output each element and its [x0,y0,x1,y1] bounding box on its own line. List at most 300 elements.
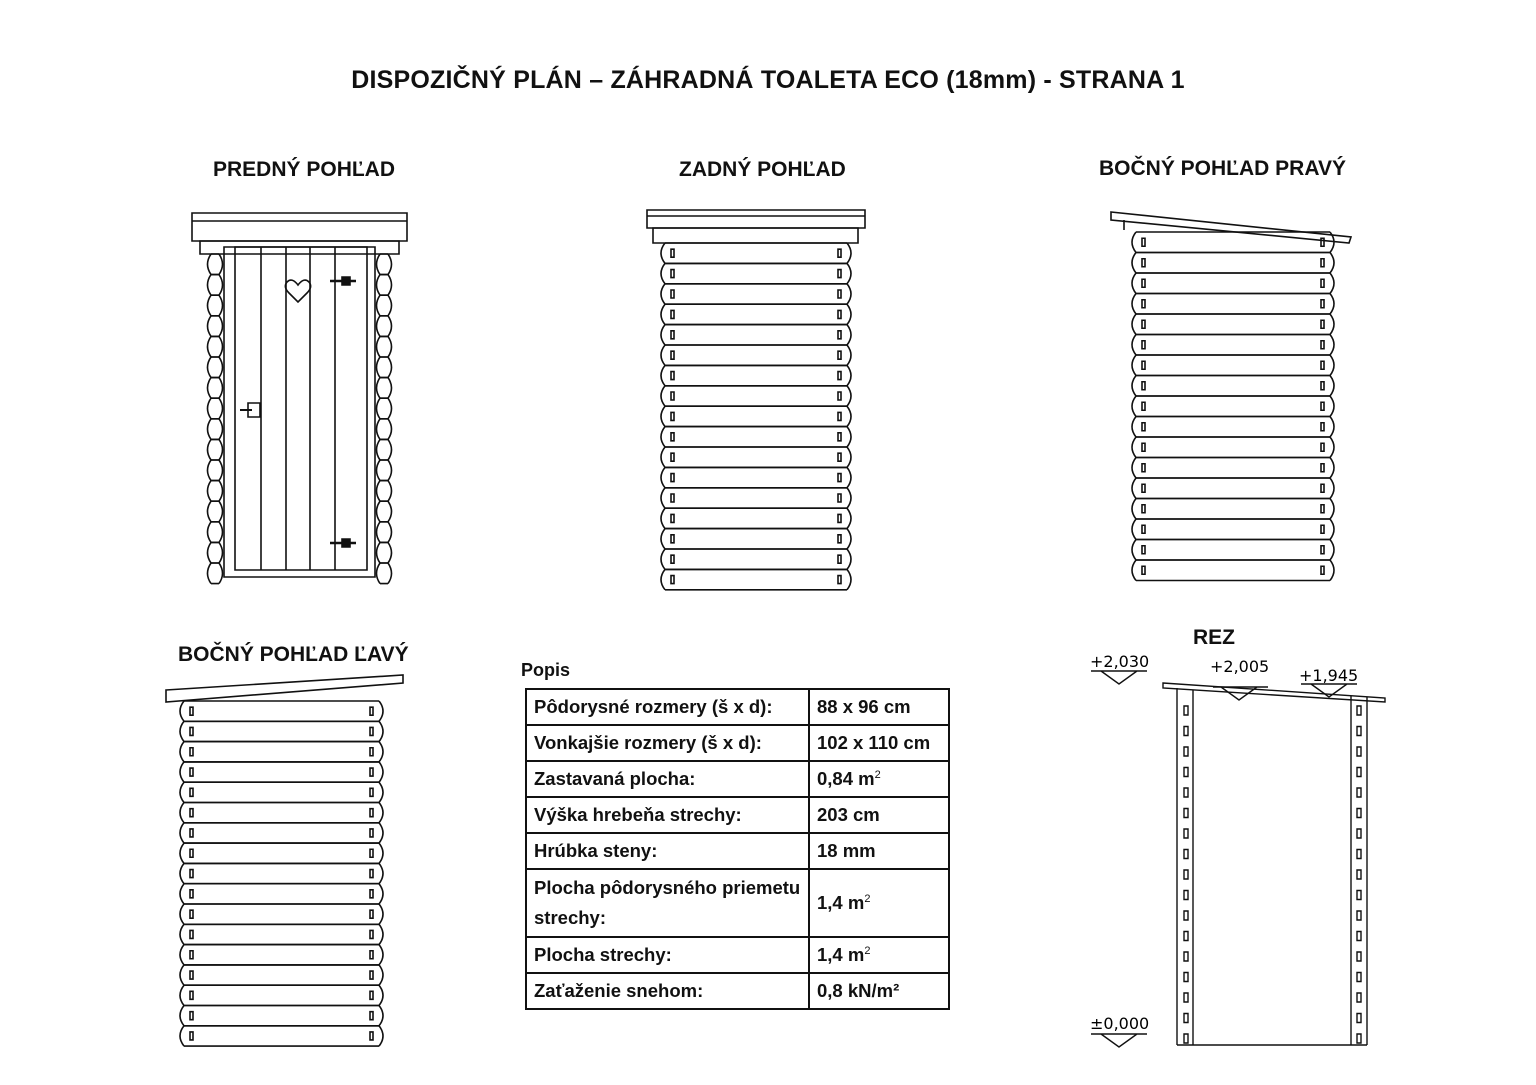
log-plank [1136,273,1330,294]
log-plank [380,501,388,522]
log-notch [838,351,841,359]
level-label-2005: +2,005 [1210,657,1270,676]
log-notch [1142,238,1145,246]
log-end [661,325,665,345]
log-notch [370,849,373,857]
log-plank [665,243,847,263]
log-end [219,439,223,460]
log-end [379,701,383,721]
log-end [377,460,381,481]
log-notch [370,930,373,938]
log-end [1330,478,1334,499]
log-notch [190,951,193,959]
log-notch [671,474,674,482]
log-end [379,904,383,924]
log-notch [190,890,193,898]
log-end [379,1006,383,1026]
log-notch [370,829,373,837]
log-end [1132,232,1136,253]
log-plank [211,522,219,543]
log-notch [190,748,193,756]
log-end [208,275,212,296]
log-end [208,316,212,337]
log-plank [1136,232,1330,253]
log-notch [838,310,841,318]
log-end [219,522,223,543]
spec-row [526,833,949,869]
log-notch [1142,320,1145,328]
wall-stud [1357,973,1361,982]
log-end [379,762,383,782]
roof-slope [166,675,403,702]
log-end [219,481,223,502]
log-end [377,316,381,337]
log-plank [1136,499,1330,520]
log-end [388,439,392,460]
wall-stud [1357,747,1361,756]
log-plank [211,439,219,460]
log-plank [1136,560,1330,581]
log-end [377,481,381,502]
log-notch [370,951,373,959]
wall-stud [1357,809,1361,818]
log-end [208,439,212,460]
back-view-drawing [645,207,870,589]
log-notch [671,290,674,298]
log-plank [380,563,388,584]
log-notch [190,849,193,857]
log-notch [370,1032,373,1040]
log-plank [184,742,379,762]
log-plank [1136,314,1330,335]
log-notch [838,290,841,298]
wall-stud [1357,829,1361,838]
right-side-view-drawing [1108,210,1358,592]
log-end [379,863,383,883]
log-plank [184,1026,379,1046]
log-end [1330,396,1334,417]
log-plank [184,863,379,883]
log-end [1330,540,1334,561]
log-end [180,701,184,721]
log-end [208,378,212,399]
spec-row [526,869,949,937]
log-plank [184,1006,379,1026]
log-end [379,742,383,762]
back-view-heading: ZADNÝ POHĽAD [679,158,846,181]
log-end [180,742,184,762]
log-end [661,345,665,365]
log-notch [1321,361,1324,369]
log-end [1132,314,1136,335]
log-plank [665,427,847,447]
log-end [377,295,381,316]
log-notch [671,412,674,420]
log-end [379,721,383,741]
log-notch [838,453,841,461]
log-end [377,563,381,584]
log-plank [1136,376,1330,397]
spec-value: 1,4 $m^2$ [809,937,949,973]
log-end [847,427,851,447]
log-end [388,275,392,296]
log-notch [190,727,193,735]
log-end [1330,253,1334,274]
log-notch [1142,259,1145,267]
log-end [208,460,212,481]
log-end [388,316,392,337]
log-notch [838,249,841,257]
log-notch [838,331,841,339]
log-notch [671,392,674,400]
log-plank [184,945,379,965]
log-end [847,508,851,528]
log-end [180,904,184,924]
log-end [847,325,851,345]
log-end [388,378,392,399]
log-notch [1142,443,1145,451]
log-plank [665,365,847,385]
log-end [377,419,381,440]
log-end [208,542,212,563]
level-marker-icon [1091,671,1147,684]
log-end [847,549,851,569]
wall-stud [1357,768,1361,777]
log-end [219,398,223,419]
log-end [180,1006,184,1026]
log-notch [838,372,841,380]
log-notch [838,576,841,584]
log-notch [370,727,373,735]
log-notch [1321,279,1324,287]
log-notch [370,870,373,878]
log-notch [190,788,193,796]
log-notch [190,707,193,715]
spec-value: 1,4 $m^2$ [809,869,949,937]
description-label: Popis [521,660,571,680]
log-notch [370,971,373,979]
log-end [180,884,184,904]
log-plank [184,985,379,1005]
log-plank [184,721,379,741]
spec-value: 0,8 kN/m² [809,973,949,1009]
log-plank [665,284,847,304]
log-end [1132,273,1136,294]
log-end [219,295,223,316]
log-end [377,275,381,296]
log-plank [184,823,379,843]
log-notch [838,555,841,563]
log-end [847,569,851,589]
log-end [208,336,212,357]
spec-row [526,973,949,1009]
log-end [1132,396,1136,417]
log-plank [211,419,219,440]
roof-board [647,210,865,228]
log-end [377,439,381,460]
log-notch [190,971,193,979]
log-end [847,447,851,467]
log-end [1132,355,1136,376]
wall-stud [1357,850,1361,859]
log-end [388,563,392,584]
wall-stud [1184,973,1188,982]
log-plank [184,884,379,904]
log-end [208,398,212,419]
log-notch [671,576,674,584]
log-end [388,542,392,563]
log-notch [1142,566,1145,574]
log-end [180,782,184,802]
log-end [219,336,223,357]
log-end [208,563,212,584]
spec-value-superscript: 2 [864,893,871,905]
log-end [180,1026,184,1046]
log-end [661,243,665,263]
log-end [219,254,223,275]
log-end [661,488,665,508]
log-end [388,501,392,522]
log-end [661,304,665,324]
log-plank [665,386,847,406]
log-plank [665,304,847,324]
log-notch [190,870,193,878]
log-end [219,542,223,563]
log-notch [370,707,373,715]
wall-stud [1357,911,1361,920]
spec-value: 0,84 $m^2$ [809,761,949,797]
log-plank [211,316,219,337]
log-end [1330,437,1334,458]
log-plank [380,419,388,440]
door-frame [224,247,375,577]
log-end [847,263,851,283]
log-end [388,419,392,440]
wall-stud [1357,788,1361,797]
log-end [377,542,381,563]
wall-stud [1184,1014,1188,1023]
log-end [219,563,223,584]
page-title: DISPOZIČNÝ PLÁN – ZÁHRADNÁ TOALETA ECO (18mm) - STRANA 1 [351,66,1185,94]
log-plank [1136,355,1330,376]
log-end [180,924,184,944]
log-end [847,365,851,385]
log-plank [665,467,847,487]
roof-fascia [653,228,858,243]
log-plank [184,803,379,823]
log-end [1132,458,1136,479]
log-end [661,508,665,528]
log-plank [380,460,388,481]
log-notch [671,535,674,543]
log-notch [370,1012,373,1020]
log-end [661,406,665,426]
log-end [1330,294,1334,315]
log-notch [1321,484,1324,492]
log-notch [838,474,841,482]
log-end [388,522,392,543]
wall-stud [1184,768,1188,777]
log-end [1132,560,1136,581]
log-plank [380,439,388,460]
log-notch [370,809,373,817]
log-notch [838,535,841,543]
log-notch [1321,402,1324,410]
log-notch [1321,546,1324,554]
log-end [208,357,212,378]
log-end [1132,253,1136,274]
log-end [180,762,184,782]
log-notch [1321,566,1324,574]
log-plank [665,325,847,345]
roof-board [192,213,407,241]
log-notch [370,910,373,918]
log-plank [380,275,388,296]
log-end [379,843,383,863]
log-plank [665,406,847,426]
log-end [379,985,383,1005]
roof-slope [1111,212,1351,243]
log-notch [671,555,674,563]
log-end [1132,376,1136,397]
log-end [847,345,851,365]
log-notch [838,412,841,420]
spec-key: Pôdorysné rozmery (š x d): [526,689,809,725]
log-notch [1321,238,1324,246]
log-plank [211,542,219,563]
log-end [219,357,223,378]
log-end [1330,560,1334,581]
log-end [847,304,851,324]
log-plank [1136,253,1330,274]
log-end [1330,335,1334,356]
wall-stud [1357,993,1361,1002]
spec-value: 18 mm [809,833,949,869]
section-view-heading: REZ [1193,626,1235,649]
log-end [388,254,392,275]
log-plank [380,542,388,563]
log-end [379,1026,383,1046]
log-end [661,284,665,304]
specification-table [525,688,950,1010]
log-notch [838,392,841,400]
right-side-view-heading: BOČNÝ POHĽAD PRAVÝ [1099,157,1346,180]
log-plank [1136,335,1330,356]
log-plank [211,501,219,522]
log-plank [665,263,847,283]
log-end [847,488,851,508]
front-view-drawing [190,210,410,590]
log-end [661,467,665,487]
log-plank [1136,417,1330,438]
log-notch [370,748,373,756]
log-end [208,522,212,543]
log-notch [190,1032,193,1040]
log-end [219,378,223,399]
log-end [847,243,851,263]
log-notch [190,1012,193,1020]
log-end [180,843,184,863]
log-end [379,803,383,823]
log-plank [184,965,379,985]
log-plank [184,843,379,863]
log-end [388,336,392,357]
wall-stud [1184,993,1188,1002]
log-plank [665,488,847,508]
heart-cutout [285,280,310,302]
log-plank [665,569,847,589]
log-end [377,522,381,543]
log-end [180,721,184,741]
log-plank [380,398,388,419]
section-drawing [1085,650,1395,1050]
log-plank [380,481,388,502]
log-notch [1321,382,1324,390]
log-end [180,945,184,965]
log-notch [1142,402,1145,410]
log-notch [671,249,674,257]
spec-key: Hrúbka steny: [526,833,809,869]
log-notch [838,514,841,522]
log-end [377,378,381,399]
wall-stud [1184,911,1188,920]
log-plank [1136,540,1330,561]
log-notch [190,910,193,918]
log-end [1330,273,1334,294]
log-end [1330,499,1334,520]
log-end [661,263,665,283]
level-marker-icon [1091,1034,1147,1047]
log-end [1132,417,1136,438]
log-end [847,284,851,304]
spec-row [526,761,949,797]
log-plank [380,378,388,399]
wall-stud [1184,809,1188,818]
log-notch [1142,546,1145,554]
log-notch [370,768,373,776]
wall-stud [1357,870,1361,879]
log-end [219,419,223,440]
log-plank [184,924,379,944]
log-end [847,529,851,549]
log-end [388,295,392,316]
log-plank [211,460,219,481]
spec-row [526,797,949,833]
log-end [1330,376,1334,397]
wall-stud [1184,932,1188,941]
log-notch [1142,525,1145,533]
log-end [180,863,184,883]
log-notch [370,788,373,796]
log-end [847,406,851,426]
log-end [661,447,665,467]
log-plank [211,336,219,357]
wall-stud [1184,788,1188,797]
log-end [1132,478,1136,499]
spec-key: Plocha pôdorysného priemetu strechy: [526,869,809,937]
log-notch [1321,423,1324,431]
log-end [208,481,212,502]
log-end [379,782,383,802]
log-end [379,884,383,904]
spec-key: Výška hrebeňa strechy: [526,797,809,833]
log-notch [1321,505,1324,513]
log-end [1132,540,1136,561]
spec-key: Zastavaná plocha: [526,761,809,797]
wall-stud [1357,952,1361,961]
log-notch [1321,320,1324,328]
log-plank [665,508,847,528]
